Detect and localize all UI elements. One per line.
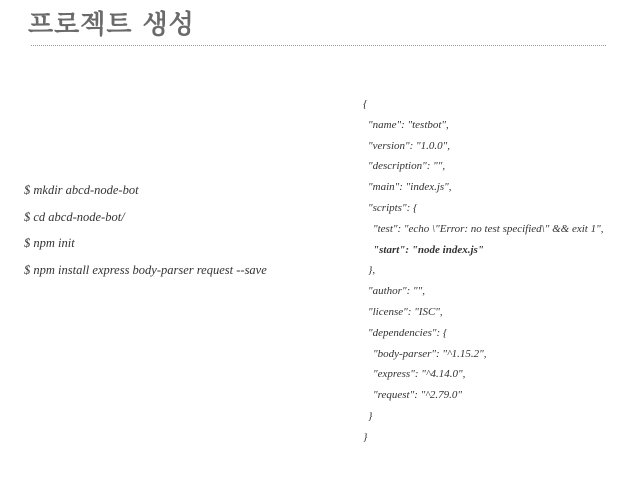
code-line: "test": "echo \"Error: no test specified\" && exit 1", <box>373 222 604 235</box>
code-line: } <box>363 430 368 443</box>
code-line: "version": "1.0.0", <box>368 139 451 152</box>
code-line: "scripts": { <box>368 201 418 214</box>
command-line: $ npm install express body-parser request --save <box>24 262 267 277</box>
code-line: "main": "index.js", <box>368 181 452 194</box>
code-line: "start": "node index.js" <box>373 243 484 256</box>
code-line: "description": "", <box>368 160 446 173</box>
code-line: "name": "testbot", <box>368 118 449 131</box>
command-list <box>24 183 267 289</box>
command-line: $ mkdir abcd-node-bot <box>24 183 139 197</box>
code-line: "express": "^4.14.0", <box>373 368 466 381</box>
code-line: "dependencies": { <box>368 326 448 339</box>
code-line: }, <box>368 264 376 277</box>
code-line: { <box>363 98 368 110</box>
command-line: $ cd abcd-node-bot/ <box>24 209 125 224</box>
code-line: "author": "", <box>368 285 425 298</box>
title-divider <box>31 45 606 46</box>
slide-title: 프로젝트 생성 <box>28 10 195 40</box>
command-line: $ npm init <box>24 236 75 250</box>
package-json-code <box>363 98 603 452</box>
code-line: "body-parser": "^1.15.2", <box>373 347 487 360</box>
code-line: } <box>368 409 373 422</box>
code-line: "request": "^2.79.0" <box>373 389 463 402</box>
code-line: "license": "ISC", <box>368 305 443 318</box>
